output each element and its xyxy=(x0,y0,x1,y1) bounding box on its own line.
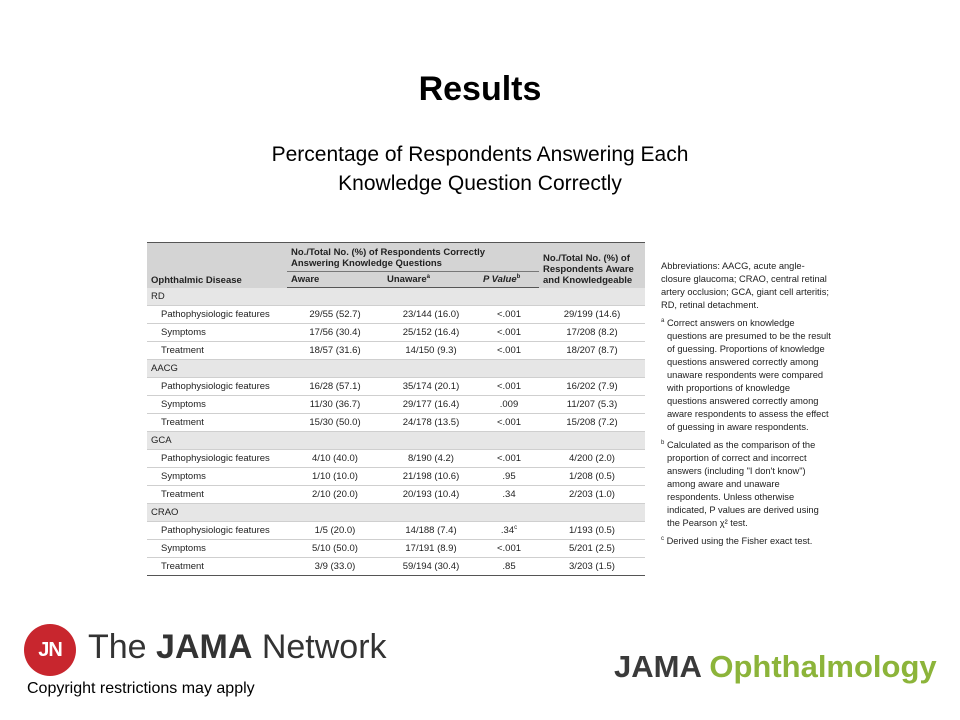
row-label: Treatment xyxy=(147,558,287,576)
row-label: Symptoms xyxy=(147,396,287,414)
jama-network-logo: JN xyxy=(24,624,76,676)
cell-knowledgeable: 1/193 (0.5) xyxy=(539,522,645,540)
cell-aware: 5/10 (50.0) xyxy=(287,540,383,558)
cell-aware: 1/10 (10.0) xyxy=(287,468,383,486)
row-label: Symptoms xyxy=(147,540,287,558)
cell-knowledgeable: 1/208 (0.5) xyxy=(539,468,645,486)
cell-pvalue: <.001 xyxy=(479,324,539,342)
section-row xyxy=(147,504,645,522)
cell-aware: 18/57 (31.6) xyxy=(287,342,383,360)
cell-unaware: 29/177 (16.4) xyxy=(383,396,479,414)
cell-aware: 15/30 (50.0) xyxy=(287,414,383,432)
table-row xyxy=(147,396,645,414)
cell-pvalue: .34 xyxy=(479,486,539,504)
slide-title: Results xyxy=(418,70,542,108)
cell-pvalue: .85 xyxy=(479,558,539,576)
results-table-figure xyxy=(147,242,645,576)
section-label: RD xyxy=(147,288,645,306)
header-pvalue: P Value$^b$ xyxy=(479,272,539,288)
section-row xyxy=(147,432,645,450)
cell-knowledgeable: 18/207 (8.7) xyxy=(539,342,645,360)
section-label: CRAO xyxy=(147,504,645,522)
cell-unaware: 25/152 (16.4) xyxy=(383,324,479,342)
cell-aware: 16/28 (57.1) xyxy=(287,378,383,396)
table-row xyxy=(147,558,645,576)
cell-unaware: 14/150 (9.3) xyxy=(383,342,479,360)
table-row xyxy=(147,342,645,360)
cell-aware: 4/10 (40.0) xyxy=(287,450,383,468)
journal-wordmark: JAMA Ophthalmology xyxy=(614,649,937,684)
results-table xyxy=(147,242,645,576)
footnote-b: $^b$ Calculated as the comparison of the proportion of correct and incorrect answers (including "I don't know") among aware and unaware respondents. Unless otherwise indicated, P values are derived using the Pearson χ² test. xyxy=(661,440,819,529)
row-label: Pathophysiologic features xyxy=(147,450,287,468)
copyright-notice: Copyright restrictions may apply xyxy=(27,680,255,697)
table-row xyxy=(147,306,645,324)
cell-knowledgeable: 5/201 (2.5) xyxy=(539,540,645,558)
row-label: Symptoms xyxy=(147,324,287,342)
table-row xyxy=(147,378,645,396)
cell-aware: 11/30 (36.7) xyxy=(287,396,383,414)
cell-pvalue: .009 xyxy=(479,396,539,414)
table-row xyxy=(147,522,645,540)
cell-pvalue: .95 xyxy=(479,468,539,486)
cell-unaware: 8/190 (4.2) xyxy=(383,450,479,468)
table-row xyxy=(147,540,645,558)
header-disease: Ophthalmic Disease xyxy=(147,243,287,288)
header-aware: Aware xyxy=(287,272,383,288)
cell-unaware: 14/188 (7.4) xyxy=(383,522,479,540)
cell-knowledgeable: 4/200 (2.0) xyxy=(539,450,645,468)
cell-unaware: 35/174 (20.1) xyxy=(383,378,479,396)
slide-subtitle xyxy=(0,140,960,198)
section-label: AACG xyxy=(147,360,645,378)
subtitle-line-1: Percentage of Respondents Answering Each xyxy=(271,143,689,166)
row-label: Pathophysiologic features xyxy=(147,306,287,324)
cell-knowledgeable: 11/207 (5.3) xyxy=(539,396,645,414)
cell-pvalue: <.001 xyxy=(479,378,539,396)
row-label: Treatment xyxy=(147,486,287,504)
cell-pvalue: .34$^c$ xyxy=(479,522,539,540)
cell-pvalue: <.001 xyxy=(479,450,539,468)
cell-unaware: 20/193 (10.4) xyxy=(383,486,479,504)
table-row xyxy=(147,450,645,468)
cell-knowledgeable: 15/208 (7.2) xyxy=(539,414,645,432)
cell-unaware: 59/194 (30.4) xyxy=(383,558,479,576)
cell-aware: 1/5 (20.0) xyxy=(287,522,383,540)
cell-unaware: 17/191 (8.9) xyxy=(383,540,479,558)
cell-pvalue: <.001 xyxy=(479,414,539,432)
cell-knowledgeable: 3/203 (1.5) xyxy=(539,558,645,576)
section-row xyxy=(147,360,645,378)
header-group: No./Total No. (%) of Respondents Correctly Answering Knowledge Questions xyxy=(287,243,539,272)
row-label: Pathophysiologic features xyxy=(147,522,287,540)
table-row xyxy=(147,486,645,504)
section-row xyxy=(147,288,645,306)
footnote-a: $^a$ Correct answers on knowledge questions are presumed to be the result of guessing. Proportions of knowledge questions answered correctly among unaware respondents were compared with proportions of knowledge questions answered correctly among aware respondents to assess the effect of guessing in aware respondents. xyxy=(661,318,831,433)
table-footnotes xyxy=(661,260,831,551)
section-label: GCA xyxy=(147,432,645,450)
table-row xyxy=(147,324,645,342)
cell-pvalue: <.001 xyxy=(479,306,539,324)
table-row xyxy=(147,414,645,432)
cell-unaware: 24/178 (13.5) xyxy=(383,414,479,432)
cell-aware: 29/55 (52.7) xyxy=(287,306,383,324)
table-body xyxy=(147,288,645,576)
cell-unaware: 21/198 (10.6) xyxy=(383,468,479,486)
footnote-c: $^c$ Derived using the Fisher exact test. xyxy=(661,536,813,547)
row-label: Symptoms xyxy=(147,468,287,486)
header-knowledgeable: No./Total No. (%) of Respondents Aware and Knowledgeable xyxy=(539,243,645,288)
cell-knowledgeable: 29/199 (14.6) xyxy=(539,306,645,324)
abbreviations-note: Abbreviations: AACG, acute angle-closure glaucoma; CRAO, central retinal artery occlusion; GCA, giant cell arteritis; RD, retinal detachment. xyxy=(661,261,829,310)
cell-aware: 17/56 (30.4) xyxy=(287,324,383,342)
table-row xyxy=(147,468,645,486)
cell-aware: 2/10 (20.0) xyxy=(287,486,383,504)
cell-knowledgeable: 17/208 (8.2) xyxy=(539,324,645,342)
cell-knowledgeable: 2/203 (1.0) xyxy=(539,486,645,504)
header-unaware: Unaware$^a$ xyxy=(383,272,479,288)
cell-unaware: 23/144 (16.0) xyxy=(383,306,479,324)
row-label: Treatment xyxy=(147,342,287,360)
cell-pvalue: <.001 xyxy=(479,342,539,360)
jama-network-wordmark: The JAMA Network xyxy=(88,628,387,666)
cell-aware: 3/9 (33.0) xyxy=(287,558,383,576)
subtitle-line-2: Knowledge Question Correctly xyxy=(338,172,622,195)
cell-pvalue: <.001 xyxy=(479,540,539,558)
row-label: Treatment xyxy=(147,414,287,432)
row-label: Pathophysiologic features xyxy=(147,378,287,396)
cell-knowledgeable: 16/202 (7.9) xyxy=(539,378,645,396)
